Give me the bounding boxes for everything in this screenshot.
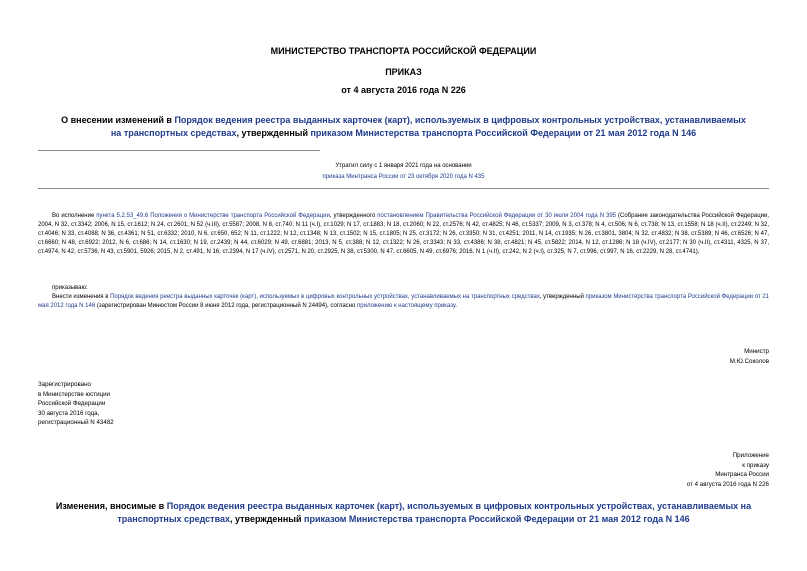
appendix-line-1: Приложение [732, 452, 769, 459]
title-mid: , утвержденный [236, 128, 311, 138]
order-text-4: . [455, 303, 457, 309]
prikazyvayu: приказываю: [52, 285, 88, 291]
order-link-order-146[interactable]: приказом Министерства транспорта Российской Федерации от 21 мая 2012 года N 146 [38, 294, 769, 309]
divider-long [38, 188, 769, 189]
doc-type-heading: ПРИКАЗ [385, 67, 422, 77]
doc-date-number: от 4 августа 2016 года N 226 [341, 85, 466, 95]
preamble-text-1: Во исполнение [52, 213, 97, 219]
ministry-heading: МИНИСТЕРСТВО ТРАНСПОРТА РОССИЙСКОЙ ФЕДЕРАЦИИ [270, 46, 537, 56]
registration-line-1: Зарегистрировано [38, 381, 91, 388]
changes-link-procedure[interactable]: Порядок ведения реестра выданных карточек (карт), используемых в цифровых контрольных устройствах, устанавливаемых на транспортных средствах [117, 501, 752, 524]
title-link-order-146[interactable]: приказом Министерства транспорта Российской Федерации от 21 мая 2012 года N 146 [310, 128, 697, 138]
appendix-line-3: Минтранса России [715, 471, 769, 478]
signature-position: Министр [744, 348, 769, 355]
changes-link-order-146[interactable]: приказом Министерства транспорта Российской Федерации от 21 мая 2012 года N 146 [304, 514, 690, 524]
registration-block [38, 380, 114, 428]
appendix-line-4: от 4 августа 2016 года N 226 [686, 480, 769, 488]
order-text-1: Внести изменения в [52, 294, 111, 300]
order-link-appendix[interactable]: приложению к настоящему приказу [357, 303, 456, 309]
registration-line-3: Российской Федерации [38, 400, 106, 407]
appendix-block [687, 451, 769, 489]
link-government-resolution[interactable]: постановлением Правительства Российской Федерации от 30 июля 2004 года N 395 [377, 213, 617, 219]
status-note-line2 [0, 173, 807, 182]
order-link-procedure[interactable]: Порядок ведения реестра выданных карточек (карт), используемых в цифровых контрольных устройствах, устанавливаемых на транспортных средствах [110, 294, 540, 300]
title-link-procedure[interactable]: Порядок ведения реестра выданных карточек (карт), используемых в цифровых контрольных устройствах, устанавливаемых на транспортных средствах [110, 115, 746, 138]
preamble-text-2: , утвержденного [329, 213, 378, 219]
appendix-line-2: к приказу [742, 461, 769, 469]
order-text-2: , утвержденный [539, 294, 586, 300]
preamble-text-3: (Собрание законодательства Российской Федерации, 2004, N 32, ст.3342; 2006, N 15, ст.1612; N 24, ст.2601; N 52 (ч.III), ст.5587; 2008, N 8, ст.740; N 11 (ч.I), ст.1029; N 17, ст.1883; N 18, ст.2060; N 22, ст.2576; N 42, ст.4825; N 46, ст.5337; 2009, N 3, ст.378; N 4, ст.506; N 6, ст.738; N 13, ст.1558; N 18 (ч.II), ст.2249; N 32, ст.4046; N 33, ст.4088; N 36, ст.4361; N 51, ст.6332; 2010, N 6, ст.650, 652; N 11, ст.1222; N 12, ст.1348; N 13, ст.1502; N 15, ст.1805; N 25, ст.3172; N 26, ст.3350; N 31, ст.4251; 2011, N 14, ст.1935; N 26, ст.3801, 3804; N 32, ст.4832; N 38, ст.5389; N 46, ст.6526; N 47, ст.6660; N 48, ст.6922; 2012, N 6, ст.686; N 14, ст.1630; N 19, ст.2439; N 44, ст.6029; N 49, ст.6881; 2013, N 5, ст.388; N 12, ст.1322; N 26, ст.3343; N 33, ст.4386; N 38, ст.4821; N 45, ст.5822; 2014, N 12, ст.1286; N 18 (ч.IV), ст.2177; N 30 (ч.II), ст.4311, 4325, N 37, ст.4974, N 42, ст.5736, N 43, ст.5901, 5926; 2015, N 2, ст.491, N 16, ст.2394, N 17 (ч.IV), ст.2571, N 20, ст.2925, N 38, ст.5300, N 47, ст.6605, N 49, ст.6976; 2016, N 1 (ч.II), ст.242, N 2 (ч.I), ст.325, N 7, ст.996, ст.997, N 16, ст.2229, N 28, ст.4741), [38, 213, 769, 255]
changes-title-mid: , утвержденный [230, 514, 305, 524]
order-text-3: (зарегистрирован Минюстом России 8 июня 2012 года, регистрационный N 24494), согласно [95, 303, 357, 309]
registration-line-4: 30 августа 2016 года, [38, 409, 100, 417]
link-regulation-item[interactable]: пункта 5.2.53_49.6 Положения о Министерстве транспорта Российской Федерации [96, 213, 330, 219]
divider-short [38, 150, 320, 151]
changes-title-prefix: Изменения, вносимые в [55, 501, 167, 511]
preamble-paragraph [38, 212, 769, 257]
document-title [55, 114, 752, 140]
registration-line-5: регистрационный N 43482 [38, 419, 114, 426]
changes-title [55, 500, 752, 526]
order-paragraph [38, 293, 769, 311]
status-note-text: Утратил силу с 1 января 2021 года на основании [335, 163, 472, 169]
signature-block [730, 347, 769, 366]
signature-name: М.Ю.Соколов [729, 357, 769, 365]
status-note-link[interactable]: приказа Минтранса России от 23 октября 2020 года N 435 [322, 174, 485, 180]
registration-line-2: в Министерстве юстиции [38, 390, 111, 398]
title-prefix: О внесении изменений в [61, 115, 175, 125]
